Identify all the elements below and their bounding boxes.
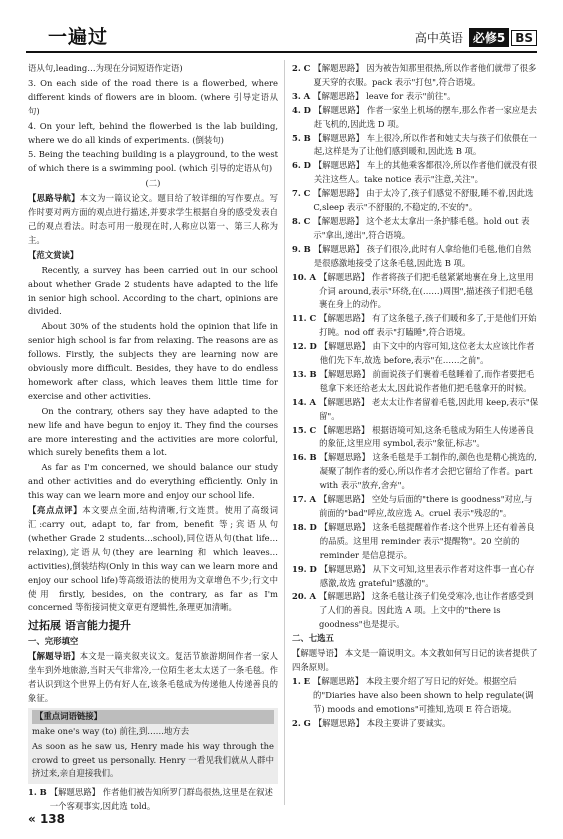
text-paragraph bbox=[28, 249, 278, 263]
answer-item bbox=[292, 215, 539, 243]
text-paragraph: 【解题导语】本文是一篇夹叙夹议文。复活节旅游期间作者一家人坐车到外地旅游,当时天气非常冷,一位陌生老太太送了一条毛毯。作者认识到这个世界上仍有好人在,该条毛毯成为传递他人传递善良的象征。 bbox=[28, 651, 279, 703]
answer-number: 18. D bbox=[292, 521, 317, 532]
page-header bbox=[0, 0, 563, 58]
answer-text: 【解题思路】 从下文可知,这里表示作者对这件事一直心存感激,故选 grateful"感激的"。 bbox=[319, 563, 535, 588]
volume-badge: 必修5 bbox=[469, 28, 509, 47]
answer-item bbox=[292, 675, 539, 717]
answer-text: 【解题思路】 这条毛毯提醒着作者:这个世界上还有着善良的品质。这里用 reminder 表示"提醒物"。20 空前的 reminder 是信息提示。 bbox=[319, 521, 535, 560]
answer-item bbox=[292, 159, 539, 187]
answer-item bbox=[292, 493, 539, 521]
answer-text: 【解题思路】 车上很冷,所以作者和她丈夫与孩子们依偎在一起,这样是为了让他们感到暖和,因此选 B 项。 bbox=[313, 132, 537, 157]
answer-text: 【解题思路】 由下文中的内容可知,这位老太太应该比作者他们先下车,故选 before,表示"在……之前"。 bbox=[319, 341, 535, 366]
answer-item bbox=[292, 590, 539, 632]
answer-item bbox=[292, 104, 539, 132]
answer-text: 【解题思路】 孩子们很冷,此时有人拿给他们毛毯,他们自然是很感激地接受了这条毛毯,因此选 B 项。 bbox=[313, 243, 532, 268]
section-heading: 二、七选五 bbox=[292, 633, 334, 644]
answer-item bbox=[292, 340, 539, 368]
answer-item bbox=[292, 132, 539, 160]
answer-text: 【解题思路】 作者将孩子们把毛毯紧紧地裹在身上,这里用介词 around,表示"环绕,在(……)周围",描述孩子们把毛毯裹在身上的动作。 bbox=[318, 271, 534, 310]
answer-text: 【解题思路】 车上的其他乘客都很冷,所以作者他们就没有很关注这些人。take notice 表示"注意,关注"。 bbox=[313, 160, 537, 185]
answer-text: 【解题思路】 这个老太太拿出一条护膝毛毯。hold out 表示"拿出,递出",符合语境。 bbox=[313, 215, 530, 240]
vocab-box-title: 【重点词语链接】 bbox=[32, 710, 274, 724]
paragraph-tag: 【亮点点评】 bbox=[28, 505, 83, 516]
answer-text: 【解题思路】 由于太冷了,孩子们感觉不舒服,睡不着,因此选C,sleep 表示"不舒服的,不稳定的,不安的"。 bbox=[313, 188, 534, 213]
vocab-line: make one's way (to) 前往,到……地方去 bbox=[32, 725, 190, 736]
text-paragraph: 【亮点点评】本文要点全面,结构清晰,行文连贯。使用了高级词汇:carry out, adapt to, far from, benefit 等;宾语从句(whether Grade 2 students…school),同位语从句(that life…relaxing),定语从句(they are learning 和 which leaves…activities),倒装结构(Only in this way can we learn more and enjoy our school life)等高级语法的使用为文章增色不少;行文中使用 firstly, besides, on the contrary, as far as I'm concerned 等衔接词使文章更有逻辑性,条理更加清晰。 bbox=[28, 505, 279, 613]
text-paragraph: 4. On your left, behind the flowerbed is the lab building, where we do all kinds of experiments. (倒装句) bbox=[28, 120, 278, 145]
answer-number: 2. C bbox=[292, 63, 311, 73]
answer-item bbox=[292, 647, 539, 675]
brand-logo: 一遍过 bbox=[48, 26, 109, 48]
answer-number: 11. C bbox=[292, 313, 317, 324]
text-paragraph: 【思路导航】本文为一篇议论文。题目给了较详细的写作要点。写作时要对两方面的观点进行描述,并要求学生根据自身的感受发表自己的观点看法。时态可用一般现在时,人称应以第一、第三人称为主。 bbox=[28, 193, 279, 245]
text-paragraph: 语从句,leading…为现在分词短语作定语) bbox=[28, 63, 183, 73]
answer-number: 6. D bbox=[292, 160, 311, 171]
answer-text: 【解题导语】 本文是一篇说明文。本文教如何写日记的读者提供了四条原则。 bbox=[292, 648, 538, 672]
answer-number: 15. C bbox=[292, 424, 317, 435]
right-column bbox=[292, 62, 539, 731]
text-paragraph: 一、完形填空 bbox=[28, 636, 79, 647]
answer-number: 12. D bbox=[292, 341, 317, 352]
answer-item bbox=[28, 786, 278, 814]
vocab-box bbox=[28, 708, 278, 785]
answer-number: 2. G bbox=[292, 717, 311, 728]
answer-item bbox=[292, 90, 539, 104]
paragraph-tag: 【解题导语】 bbox=[28, 651, 80, 662]
page-number: « 138 bbox=[28, 812, 65, 826]
answer-text: 【解题思路】 leave for 表示"前往"。 bbox=[313, 90, 456, 101]
header-info bbox=[415, 28, 537, 47]
answer-number: 10. A bbox=[292, 271, 316, 282]
answer-item bbox=[292, 312, 539, 340]
answer-item bbox=[292, 563, 539, 591]
answer-text: 【解题思路】 作者一家坐上机场的摆车,那么作者一家应是去赶飞机的,因此选 D 项。 bbox=[313, 104, 537, 129]
paragraph-tag: 【范文赏读】 bbox=[28, 249, 79, 260]
answer-text: 【解题思路】 前面说孩子们裹着毛毯睡着了,而作者要把毛毯拿下来还给老太太,因此说作者他们把毛毯拿开的时候。 bbox=[319, 368, 535, 393]
answer-item bbox=[292, 368, 539, 396]
answer-text: 【解题思路】 空处与后面的"there is goodness"对应,与前面的"bad"呼应,故应选 A。cruel 表示"残忍的"。 bbox=[318, 494, 533, 518]
answer-item bbox=[292, 717, 539, 731]
column-divider bbox=[284, 60, 285, 805]
answer-item bbox=[292, 271, 539, 313]
answer-text: 【解题思路】 作者他们被告知所罗门群岛很热,这里是在叙述一个客观事实,因此选 told。 bbox=[49, 787, 273, 812]
answer-number: 7. C bbox=[292, 188, 311, 199]
answer-number: 20. A bbox=[292, 591, 316, 602]
answer-item bbox=[292, 424, 539, 452]
section-marker: (二) bbox=[145, 178, 161, 189]
answer-item bbox=[292, 243, 539, 271]
edition-badge: BS bbox=[511, 30, 537, 46]
answer-number: 1. E bbox=[292, 675, 311, 686]
extension-heading: 过拓展 语言能力提升 bbox=[28, 619, 131, 633]
paragraph-tag: 【思路导航】 bbox=[28, 193, 80, 204]
answer-item bbox=[292, 187, 539, 215]
essay-paragraph: As far as I'm concerned, we should balance our study and other activities and do everything efficiently. Only in this way can we learn more and enjoy our school life. bbox=[28, 462, 278, 501]
header-rule bbox=[26, 51, 537, 53]
answer-number: 4. D bbox=[292, 104, 311, 115]
answer-number: 13. B bbox=[292, 368, 317, 379]
answer-text: 【解题思路】 有了这条毯子,孩子们暖和多了,于是他们开始打盹。nod off 表示"打瞌睡",符合语境。 bbox=[319, 313, 537, 338]
text-paragraph: 5. Being the teaching building is a playground, to the west of which there is a swimming pool. (which 引导的定语从句) bbox=[28, 149, 278, 174]
answer-number: 5. B bbox=[292, 132, 311, 143]
answer-text: 【解题思路】 这条毛毯是手工制作的,颜色也是精心挑选的,凝聚了制作者的爱心,所以作者才会把它留给了作者。part with 表示"放弃,舍弃"。 bbox=[319, 452, 537, 491]
answer-text: 【解题思路】 本段主要讲了要诚实。 bbox=[313, 717, 451, 728]
answer-number: 19. D bbox=[292, 563, 317, 574]
essay-paragraph: On the contrary, others say they have adapted to the new life and have begun to enjoy it. They find the courses are more interesting and the activities are more colorful, which surely benefits them a lot. bbox=[28, 405, 278, 458]
answer-number: 17. A bbox=[292, 494, 316, 505]
left-column bbox=[28, 62, 278, 814]
answer-number: 8. C bbox=[292, 215, 311, 226]
answer-text: 【解题思路】 根据语境可知,这条毛毯成为陌生人传递善良的象征,这里应用 symbol,表示"象征,标志"。 bbox=[319, 424, 534, 449]
answer-item bbox=[292, 62, 539, 90]
answer-number: 9. B bbox=[292, 243, 311, 254]
text-paragraph: 3. On each side of the road there is a flowerbed, where different kinds of flowers are in bloom. (where 引导定语从句) bbox=[28, 77, 278, 116]
answer-number: 14. A bbox=[292, 396, 316, 407]
essay-paragraph: Recently, a survey has been carried out in our school about whether Grade 2 students have adapted to the life in senior high school. According to the chart, opinions are divided. bbox=[28, 264, 278, 317]
answer-number: 1. B bbox=[28, 787, 47, 798]
answer-text: 【解题思路】 本段主要介绍了写日记的好处。根据空后的"Diaries have also been shown to help regulate(调节) moods and emotions"可推知,选项 E 符合语境。 bbox=[313, 675, 534, 714]
subject-label: 高中英语 bbox=[414, 31, 463, 45]
answer-item bbox=[292, 396, 539, 424]
answer-item bbox=[292, 521, 539, 563]
answer-item bbox=[292, 451, 539, 493]
answer-number: 16. B bbox=[292, 452, 317, 463]
answer-number: 3. A bbox=[292, 90, 311, 101]
answer-text: 【解题思路】 老太太让作者留着毛毯,因此用 keep,表示"保留"。 bbox=[318, 396, 539, 421]
essay-paragraph: About 30% of the students hold the opinion that life in senior high school is far from relaxing. The reasons are as follows. Firstly, the subjects they are learning now are obviously more difficult. Besides, they have to do endless homework after class, which leaves them little time for exercise and other activities. bbox=[28, 321, 278, 401]
vocab-line: As soon as he saw us, Henry made his way through the crowd to greet us personally. Henry 一看见我们就从人群中挤过来,亲自迎接我们。 bbox=[32, 740, 274, 779]
answer-text: 【解题思路】 这条毛毯让孩子们免受寒冷,也让作者感受到了人们的善良。因此选 A 项。上文中的"there is goodness"也是提示。 bbox=[318, 591, 534, 630]
answer-text: 【解题思路】 因为被告知那里很热,所以作者他们就带了很多夏天穿的衣服。pack 表示"打包",符合语境。 bbox=[313, 63, 537, 87]
